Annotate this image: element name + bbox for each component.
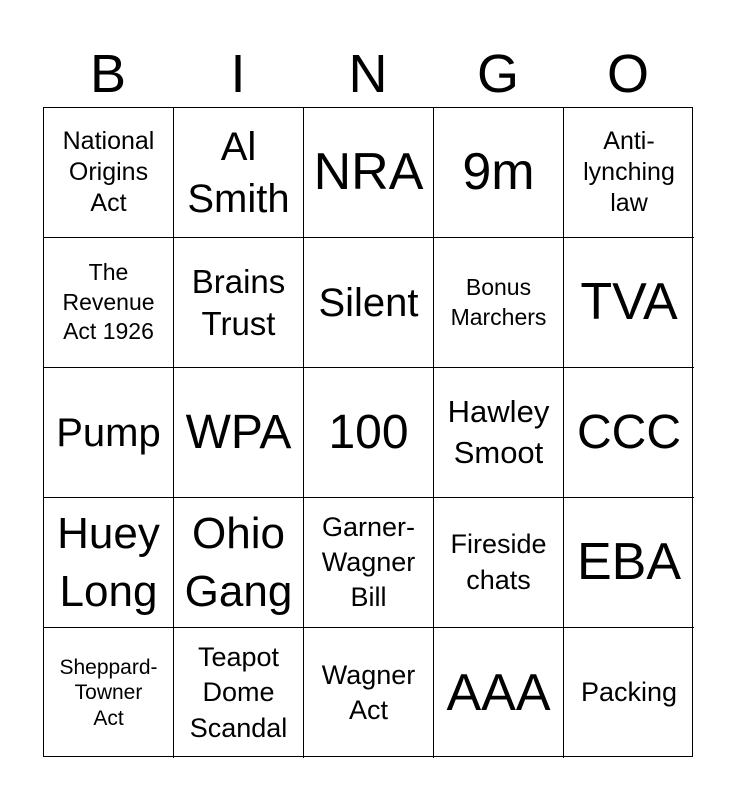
bingo-header	[43, 40, 693, 108]
bingo-cell-r5c1[interactable]: Sheppard- Towner Act	[44, 628, 174, 758]
bingo-cell-r4c5[interactable]: EBA	[564, 498, 694, 628]
header-letter-g: G	[476, 44, 519, 104]
bingo-cell-r4c3[interactable]: Garner- Wagner Bill	[304, 498, 434, 628]
bingo-cell-r5c2[interactable]: Teapot Dome Scandal	[174, 628, 304, 758]
bingo-cell-r2c5[interactable]: TVA	[564, 238, 694, 368]
bingo-cell-r1c2[interactable]: Al Smith	[174, 108, 304, 238]
bingo-cell-r3c2[interactable]: WPA	[174, 368, 304, 498]
bingo-cell-r2c4[interactable]: Bonus Marchers	[434, 238, 564, 368]
bingo-card	[43, 107, 693, 757]
bingo-cell-r1c5[interactable]: Anti- lynching law	[564, 108, 694, 238]
bingo-cell-r5c3[interactable]: Wagner Act	[304, 628, 434, 758]
header-letter-i: I	[230, 44, 246, 104]
bingo-cell-r2c2[interactable]: Brains Trust	[174, 238, 304, 368]
bingo-cell-r4c1[interactable]: Huey Long	[44, 498, 174, 628]
bingo-cell-r2c3[interactable]: Silent	[304, 238, 434, 368]
bingo-cell-r4c4[interactable]: Fireside chats	[434, 498, 564, 628]
header-letter-n: N	[348, 44, 388, 104]
bingo-cell-r3c1[interactable]: Pump	[44, 368, 174, 498]
bingo-cell-r1c1[interactable]: National Origins Act	[44, 108, 174, 238]
bingo-cell-r4c2[interactable]: Ohio Gang	[174, 498, 304, 628]
bingo-cell-r1c4[interactable]: 9m	[434, 108, 564, 238]
header-letter-b: B	[89, 44, 127, 104]
bingo-cell-r3c4[interactable]: Hawley Smoot	[434, 368, 564, 498]
header-letter-o: O	[606, 44, 649, 104]
bingo-cell-r5c4[interactable]: AAA	[434, 628, 564, 758]
bingo-cell-r3c3[interactable]: 100	[304, 368, 434, 498]
bingo-cell-r1c3[interactable]: NRA	[304, 108, 434, 238]
bingo-cell-r2c1[interactable]: The Revenue Act 1926	[44, 238, 174, 368]
bingo-cell-r3c5[interactable]: CCC	[564, 368, 694, 498]
bingo-cell-r5c5[interactable]: Packing	[580, 677, 678, 708]
